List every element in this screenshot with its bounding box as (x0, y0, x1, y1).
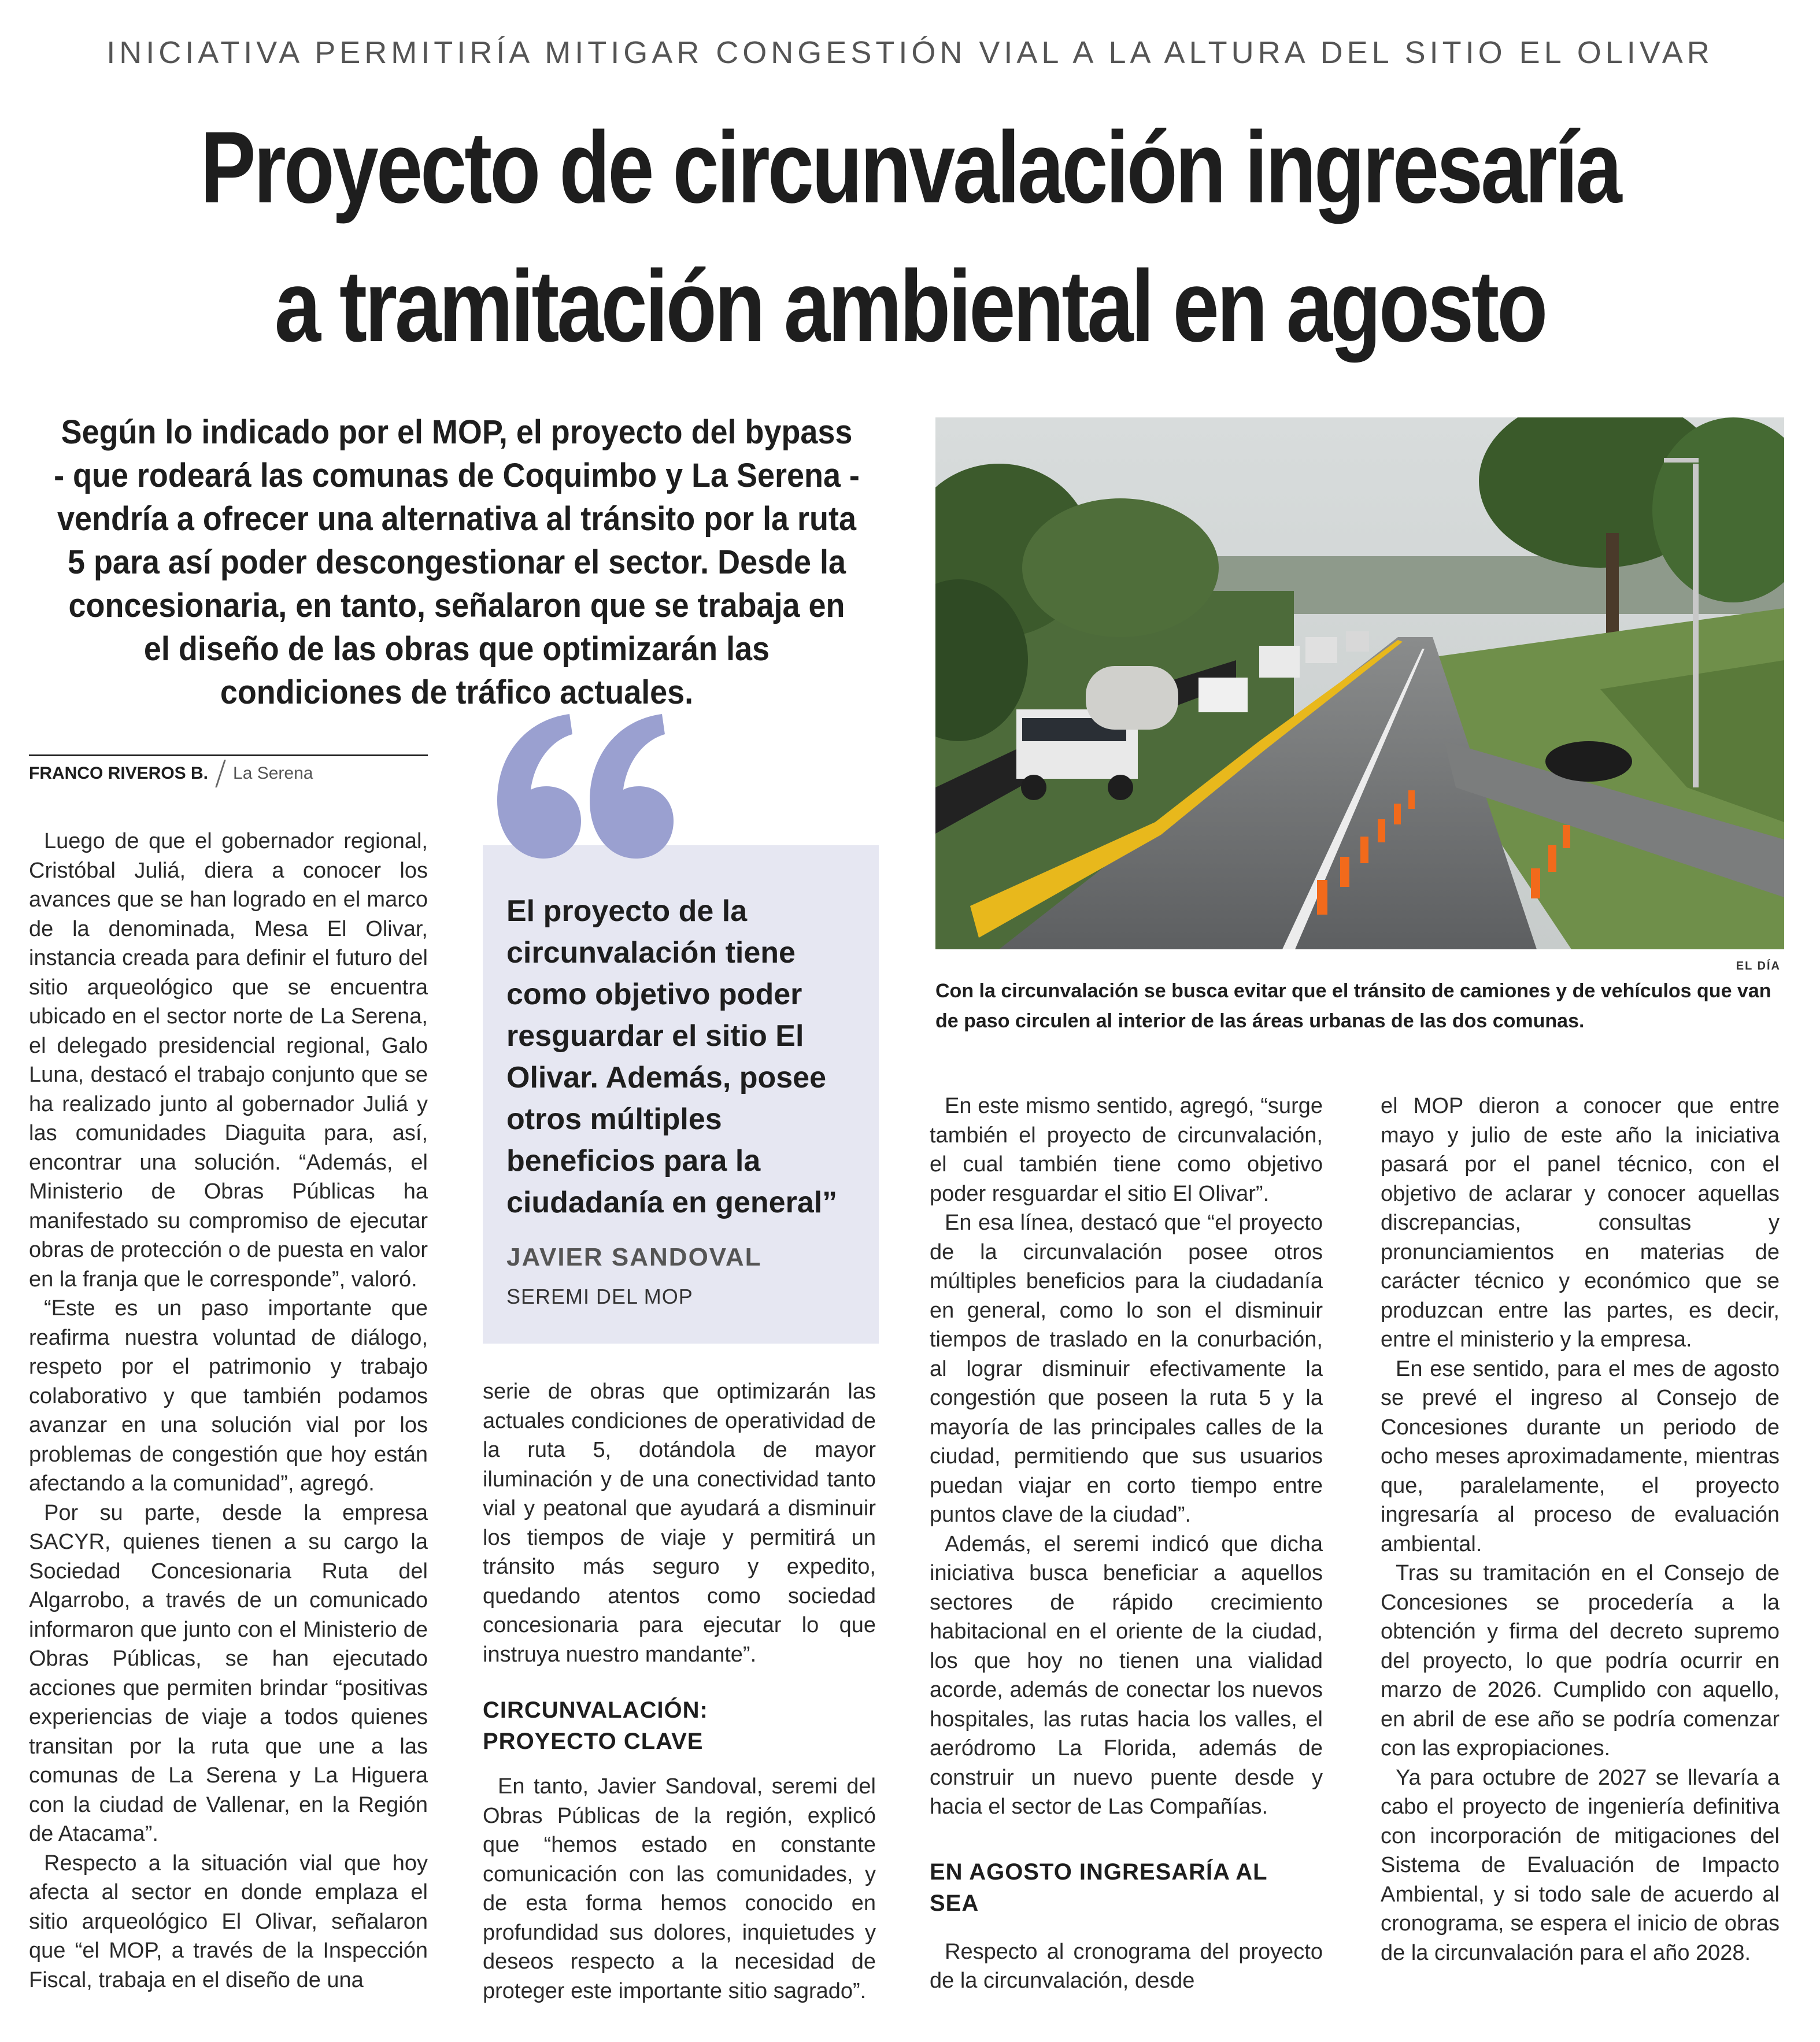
body-paragraph: Tras su tramitación en el Consejo de Concesiones se procedería a la obtención y firma del decreto supremo del proyecto, lo que podría ocurrir en marzo de 2026. Cumplido con aquello, en abril de ese año se podría comenzar con las expropiaciones. (1381, 1561, 1780, 1760)
byline (29, 754, 428, 790)
body-paragraph: Luego de que el gobernador regional, Cristóbal Juliá, diera a conocer los avances que se han logrado en el marco de la denominada, Mesa El Olivar, instancia creada para definir el futuro del sitio arqueológico que se encuentra ubicado en el sector norte de La Serena, el delegado presidencial regional, Galo Luna, destacó el trabajo conjunto que se ha realizado junto al gobernador Juliá y las comunidades Diaguita para, así, encontrar una solución. “Además, el Ministerio de Obras Públicas ha manifestado su compromiso de ejecutar obras de protección o de puesta en valor en la franja que le corresponde”, valoró. (29, 829, 428, 1292)
body-paragraph: En este mismo sentido, agregó, “surge también el proyecto de circunvalación, el cual también tiene como objetivo poder resguardar el sitio El Olivar”. (930, 1094, 1323, 1206)
column-4 (1381, 1092, 1780, 1967)
kicker: INICIATIVA PERMITIRÍA MITIGAR CONGESTIÓN VIAL A LA ALTURA DEL SITIO EL OLIVAR (106, 35, 1714, 70)
photo-caption: Con la circunvalación se busca evitar que el tránsito de camiones y de vehículos que van de paso circulen al interior de las áreas urbanas de las dos comunas. (935, 980, 1771, 1032)
body-paragraph: Respecto al cronograma del proyecto de la circunvalación, desde (930, 1939, 1323, 1993)
body-paragraph: En ese sentido, para el mes de agosto se prevé el ingreso al Consejo de Concesiones durante un periodo de ocho meses aproximadamente, mientras que, paralelamente, el proyecto ingresaría al proceso de evaluación ambiental. (1381, 1356, 1780, 1556)
pull-quote-role: SEREMI DEL MOP (506, 1285, 693, 1308)
body-paragraph: Además, el seremi indicó que dicha iniciativa busca beneficiar a aquellos sectores de rápido crecimiento habitacional en el oriente de la ciudad, los que hoy no tienen una vialidad acorde, además de conectar los nuevos hospitales, las rutas hacia los valles, el aeródromo La Florida, además de construir un nuevo puente desde y hacia el sector de Las Compañías. (930, 1531, 1323, 1819)
pull-quote-text: El proyecto de la circunvalación tiene como objetivo poder resguardar el sitio El Olivar. Además, posee otros múltiples beneficios para la ciudadanía en general” (506, 894, 838, 1219)
body-paragraph: Por su parte, desde la empresa SACYR, quienes tienen a su cargo la Sociedad Concesionaria Ruta del Algarrobo, a través de un comunicado informaron que junto con el Ministerio de Obras Públicas, se han ejecutado acciones que permiten brindar “positivas experiencias de viaje a todos quienes transitan por la ruta que une a las comunas de La Serena y La Higuera con la ciudad de Vallenar, en la Región de Atacama”. (29, 1500, 428, 1846)
subheading-line-1: CIRCUNVALACIÓN: (483, 1697, 708, 1723)
photo-credit: EL DÍA (1736, 960, 1781, 972)
headline (193, 98, 1628, 376)
byline-author: FRANCO RIVEROS B. (29, 763, 209, 783)
body-paragraph: En esa línea, destacó que “el proyecto de la circunvalación posee otros múltiples beneficios para la ciudadanía en general, como lo son el disminuir tiempos de traslado en la conurbación, al lograr disminuir efectivamente la congestión que poseen la ruta 5 y la mayoría de las principales calles de la ciudad, permitiendo que sus usuarios puedan viajar en corto tiempo entre puntos clave de la ciudad”. (930, 1211, 1323, 1527)
column-2 (483, 1377, 876, 2006)
body-paragraph: Respecto a la situación vial que hoy afecta al sector en donde emplaza el sitio arqueológico El Olivar, señalaron que “el MOP, a través de la Inspección Fiscal, trabaja en el diseño de una (29, 1851, 428, 1992)
road-photo (935, 417, 1784, 949)
column-1 (29, 827, 428, 1995)
body-paragraph: En tanto, Javier Sandoval, seremi del Obras Públicas de la región, explicó que “hemos estado en constante comunicación con las comunidades, y de esta forma hemos conocido en profundidad sus dolores, inquietudes y deseos respecto a la necesidad de proteger este importante sitio sagrado”. (483, 1774, 876, 2003)
body-paragraph: serie de obras que optimizarán las actuales condiciones de operatividad de la ruta 5, dotándola de mayor iluminación y de una conectividad tanto vial y peatonal que ayudará a disminuir los tiempos de viaje y permitirá un tránsito más seguro y expedito, quedando atentos como sociedad concesionaria para ejecutar lo que instruya nuestro mandante”. (483, 1379, 876, 1667)
road-photo-illustration (935, 417, 1784, 949)
pull-quote-name: JAVIER SANDOVAL (506, 1243, 762, 1271)
subheading-sea: EN AGOSTO INGRESARÍA AL SEA (930, 1859, 1267, 1916)
headline-line-2: a tramitación ambiental en agosto (274, 250, 1546, 363)
lead-paragraph: Según lo indicado por el MOP, el proyecto del bypass - que rodeará las comunas de Coquimbo y La Serena - vendría a ofrecer una alternativa al tránsito por la ruta 5 para así poder descongestionar el sector. Desde la concesionaria, en tanto, señalaron que se trabaja en el diseño de las obras que optimizarán las condiciones de tráfico actuales. (54, 413, 860, 711)
subheading-line-2: PROYECTO CLAVE (483, 1729, 704, 1754)
column-3 (930, 1092, 1323, 1996)
headline-line-1: Proyecto de circunvalación ingresaría (200, 111, 1620, 224)
body-paragraph: Ya para octubre de 2027 se llevaría a cabo el proyecto de ingeniería definitiva con incorporación de mitigaciones del Sistema de Evaluación de Impacto Ambiental, y si todo sale de acuerdo al cronograma, se espera el inicio de obras de la circunvalación para el año 2028. (1381, 1765, 1780, 1965)
byline-divider (215, 760, 226, 787)
body-paragraph: “Este es un paso importante que reafirma nuestra voluntad de diálogo, respeto por el patrimonio y trabajo colaborativo y que también podamos avanzar en una solución vial por los problemas de congestión que hoy están afectando a la comunidad”, agregó. (29, 1296, 428, 1496)
body-paragraph: el MOP dieron a conocer que entre mayo y julio de este año la iniciativa pasará por el panel técnico, con el objetivo de aclarar y conocer aquellas discrepancias, consultas y pronunciamientos en materias de carácter técnico y económico que se produzcan entre las partes, es decir, entre el ministerio y la empresa. (1381, 1094, 1780, 1352)
subheading-circunvalacion (483, 1695, 876, 1757)
byline-city: La Serena (233, 763, 313, 783)
quote-mark-icon (474, 691, 682, 887)
